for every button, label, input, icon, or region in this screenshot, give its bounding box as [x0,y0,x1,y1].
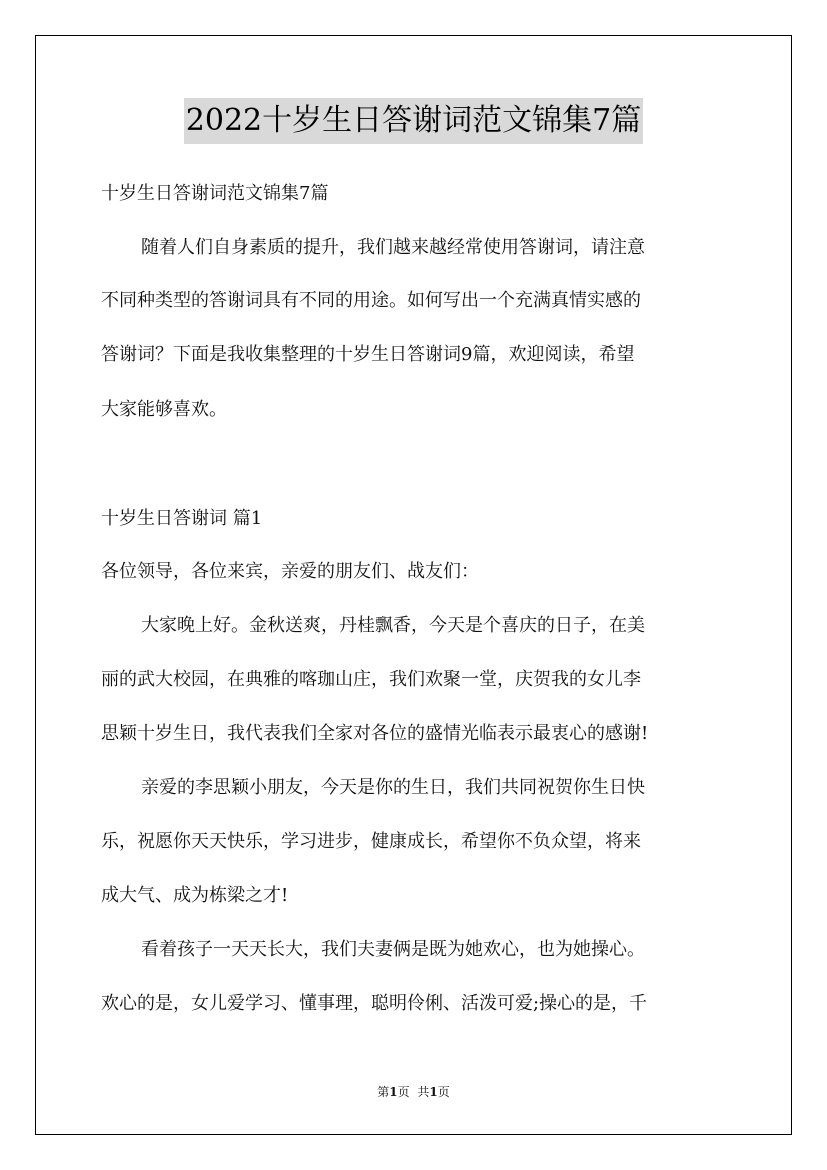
salutation: 各位领导，各位来宾，亲爱的朋友们、战友们： [101,561,479,582]
body-line-8: 欢心的是，女儿爱学习、懂事理，聪明伶俐、活泼可爱;操心的是，千 [101,993,648,1014]
footer-total-prefix: 共 [417,1085,430,1099]
body-line-5: 乐，祝愿你天天快乐，学习进步，健康成长，希望你不负众望，将来 [101,831,641,852]
title-wrapper [0,98,827,144]
body-line-4: 亲爱的李思颖小朋友，今天是你的生日，我们共同祝贺你生日快 [141,777,645,798]
intro-line-4: 大家能够喜欢。 [101,399,227,420]
intro-line-3: 答谢词？下面是我收集整理的十岁生日答谢词9篇，欢迎阅读，希望 [101,344,635,365]
footer-total-number: 1 [429,1085,438,1099]
body-line-1: 大家晚上好。金秋送爽，丹桂飘香，今天是个喜庆的日子，在美 [141,615,645,636]
page-footer [0,1084,827,1100]
section-heading: 十岁生日答谢词 篇1 [101,508,263,529]
intro-line-1: 随着人们自身素质的提升，我们越来越经常使用答谢词，请注意 [141,237,645,258]
intro-line-2: 不同种类型的答谢词具有不同的用途。如何写出一个充满真情实感的 [101,290,641,311]
footer-total-suffix: 页 [437,1085,450,1099]
footer-page-prefix: 第 [377,1085,390,1099]
document-title: 2022十岁生日答谢词范文锦集7篇 [184,98,643,144]
footer-page-suffix: 页 [397,1085,410,1099]
body-line-2: 丽的武大校园，在典雅的喀珈山庄，我们欢聚一堂，庆贺我的女儿李 [101,669,641,690]
document-subtitle: 十岁生日答谢词范文锦集7篇 [101,183,329,204]
footer-page-number: 1 [389,1085,398,1099]
body-line-7: 看着孩子一天天长大，我们夫妻俩是既为她欢心，也为她操心。 [141,939,645,960]
body-line-6: 成大气、成为栋梁之才! [101,885,289,906]
body-line-3: 思颖十岁生日，我代表我们全家对各位的盛情光临表示最衷心的感谢! [101,723,649,744]
